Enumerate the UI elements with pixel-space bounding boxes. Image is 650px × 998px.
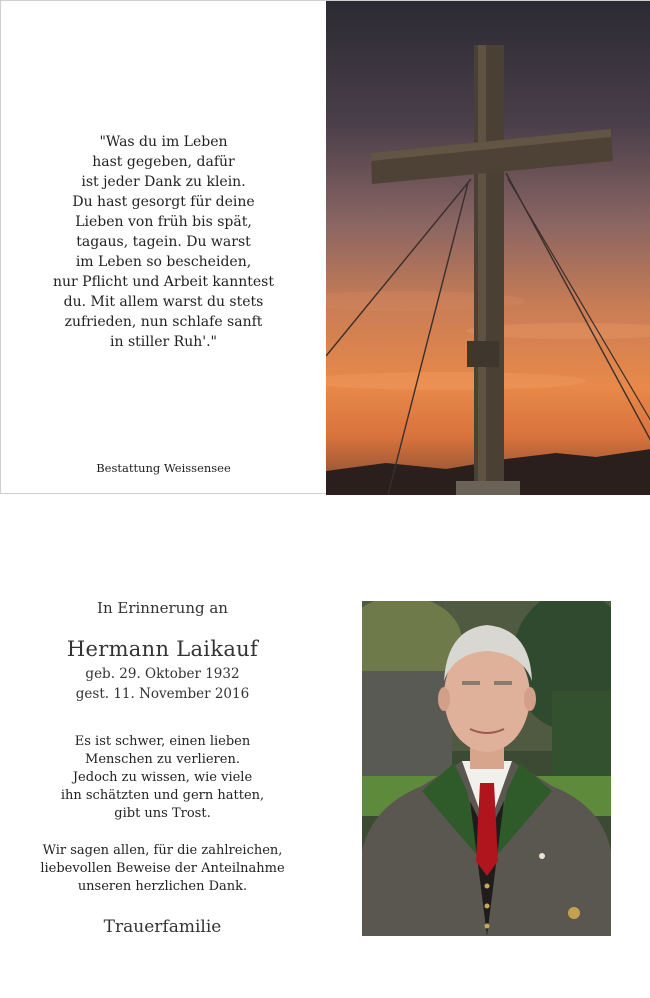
summit-cross-photo bbox=[326, 1, 650, 495]
poem bbox=[31, 132, 296, 352]
poem-line: hast gegeben, dafür bbox=[92, 154, 235, 170]
poem-line: nur Pflicht und Arbeit kanntest bbox=[53, 274, 274, 290]
undertaker-name: Bestattung Weissensee bbox=[96, 461, 231, 475]
death-date: gest. 11. November 2016 bbox=[75, 686, 250, 702]
life-dates bbox=[40, 664, 285, 704]
poem-line: Lieben von früh bis spät, bbox=[75, 214, 252, 230]
thanks-line: Wir sagen allen, für die zahlreichen, bbox=[42, 843, 283, 858]
poem-line: tagaus, tagein. Du warst bbox=[76, 234, 251, 250]
poem-line: im Leben so bescheiden, bbox=[75, 254, 252, 270]
verse-line: Jedoch zu wissen, wie viele bbox=[72, 770, 253, 785]
poem-line: Du hast gesorgt für deine bbox=[72, 194, 255, 210]
signature: Trauerfamilie bbox=[103, 917, 222, 937]
verse-line: ihn schätzten und gern hatten, bbox=[60, 788, 265, 803]
portrait-photo bbox=[362, 601, 611, 936]
verse bbox=[40, 733, 285, 823]
verse-line: Es ist schwer, einen lieben bbox=[74, 734, 251, 749]
thanks-line: unseren herzlichen Dank. bbox=[77, 879, 248, 894]
thanks-line: liebevollen Beweise der Anteilnahme bbox=[40, 861, 285, 876]
poem-line: ist jeder Dank zu klein. bbox=[81, 174, 246, 190]
top-card bbox=[0, 0, 650, 494]
poem-line: in stiller Ruh'." bbox=[110, 334, 217, 350]
poem-line: du. Mit allem warst du stets bbox=[63, 294, 264, 310]
thanks bbox=[40, 842, 285, 896]
verse-line: Menschen zu verlieren. bbox=[85, 752, 240, 767]
deceased-name: Hermann Laikauf bbox=[66, 637, 259, 661]
poem-line: "Was du im Leben bbox=[99, 134, 228, 150]
verse-line: gibt uns Trost. bbox=[114, 806, 211, 821]
heading: In Erinnerung an bbox=[97, 599, 228, 617]
poem-line: zufrieden, nun schlafe sanft bbox=[64, 314, 263, 330]
birth-date: geb. 29. Oktober 1932 bbox=[85, 666, 240, 682]
